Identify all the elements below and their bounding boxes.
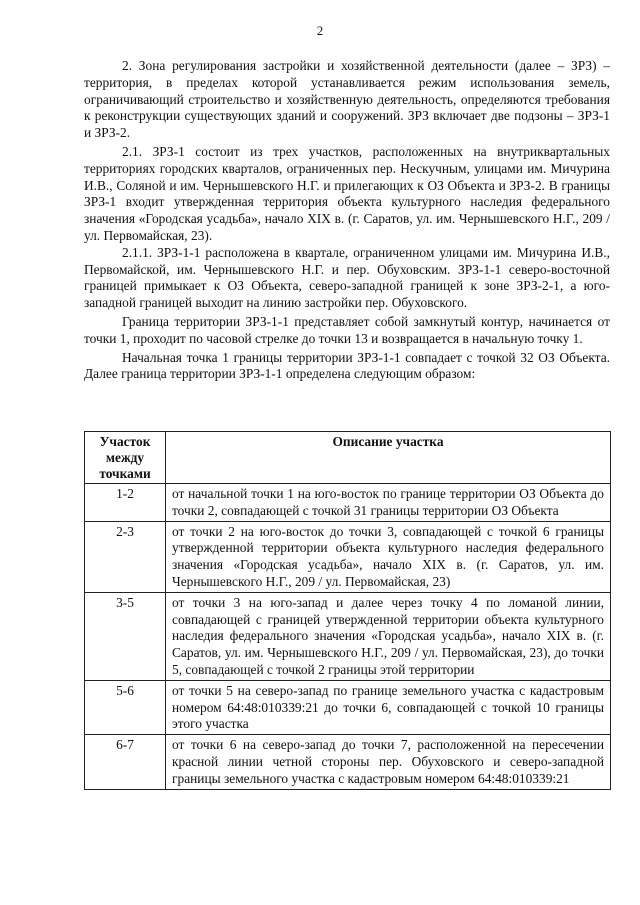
description-cell: от точки 2 на юго-восток до точки 3, совпадающей с точкой 6 границы утвержденной территории объекта культурного наследия федерального значения «Городская усадьба», начало XIX в. (г. Саратов, ул. им. Чернышевского Н.Г., 209 / ул. Первомайская, 23) — [166, 521, 611, 592]
table-row — [85, 735, 611, 789]
segment-cell: 2-3 — [85, 521, 166, 592]
paragraph-zrz1-composition: 2.1. ЗРЗ-1 состоит из трех участков, расположенных на внутриквартальных территориях городских кварталов, ограниченных пер. Нескучным, улицами им. Мичурина И.В., Соляной и им. Чернышевского Н.Г. и прилегающих к ОЗ Объекта и ЗРЗ-2. В границы ЗРЗ-1 входит утвержденная территория объекта культурного наследия федерального значения «Городская усадьба», начало XIX в. (г. Саратов, ул. им. Чернышевского Н.Г., 209 / ул. Первомайская, 23). — [84, 143, 610, 243]
table-row — [85, 592, 611, 680]
page-number: 2 — [316, 23, 324, 38]
document-body — [84, 58, 610, 383]
description-cell: от точки 6 на северо-запад до точки 7, расположенной на пересечении красной линии четной стороны пер. Обуховского и северо-западной границы земельного участка с кадастровым номером 64:48:010339:21 — [166, 735, 611, 789]
paragraph-zrz1-1-location: 2.1.1. ЗРЗ-1-1 расположена в квартале, ограниченном улицами им. Мичурина И.В., Первомайской, им. Чернышевского Н.Г. и пер. Обуховским. ЗРЗ-1-1 северо-восточной границей примыкает к ОЗ Объекта, северо-западной границей к зоне ЗРЗ-2-1, а юго-западной границей выходит на линию застройки пер. Обуховского. — [84, 244, 610, 311]
description-cell: от точки 3 на юго-запад и далее через точку 4 по ломаной линии, совпадающей с границей утвержденной территории объекта культурного наследия федерального значения «Городская усадьба», начало XIX в. (г. Саратов, ул. им. Чернышевского Н.Г., 209 / ул. Первомайская, 23), до точки 5, совпадающей с точкой 2 границы этой территории — [166, 592, 611, 680]
paragraph-boundary-contour: Граница территории ЗРЗ-1-1 представляет собой замкнутый контур, начинается от точки 1, проходит по часовой стрелке до точки 13 и возвращается в начальную точку 1. — [84, 313, 610, 346]
segment-cell: 3-5 — [85, 592, 166, 680]
table-header-row — [85, 432, 611, 484]
segment-cell: 1-2 — [85, 484, 166, 522]
description-cell: от начальной точки 1 на юго-восток по границе территории ОЗ Объекта до точки 2, совпадающей с точкой 31 границы территории ОЗ Объекта — [166, 484, 611, 522]
description-cell: от точки 5 на северо-запад по границе земельного участка с кадастровым номером 64:48:010339:21 до точки 6, совпадающей с точкой 10 границы этого участка — [166, 680, 611, 734]
segment-cell: 5-6 — [85, 680, 166, 734]
table-row — [85, 680, 611, 734]
table-row — [85, 521, 611, 592]
segment-cell: 6-7 — [85, 735, 166, 789]
boundary-sections-table — [84, 431, 611, 790]
header-segment: Участок между точками — [85, 432, 166, 484]
paragraph-start-point: Начальная точка 1 границы территории ЗРЗ-1-1 совпадает с точкой 32 ОЗ Объекта. Далее граница территории ЗРЗ-1-1 определена следующим образом: — [84, 349, 610, 382]
table-row — [85, 484, 611, 522]
header-description: Описание участка — [166, 432, 611, 484]
paragraph-zrz-definition: 2. Зона регулирования застройки и хозяйственной деятельности (далее – ЗРЗ) – территория, в пределах которой устанавливается режим использования земель, ограничивающий строительство и хозяйственную деятельность, определяются требования к реконструкции существующих зданий и сооружений. ЗРЗ включает две подзоны – ЗРЗ-1 и ЗРЗ-2. — [84, 58, 610, 141]
